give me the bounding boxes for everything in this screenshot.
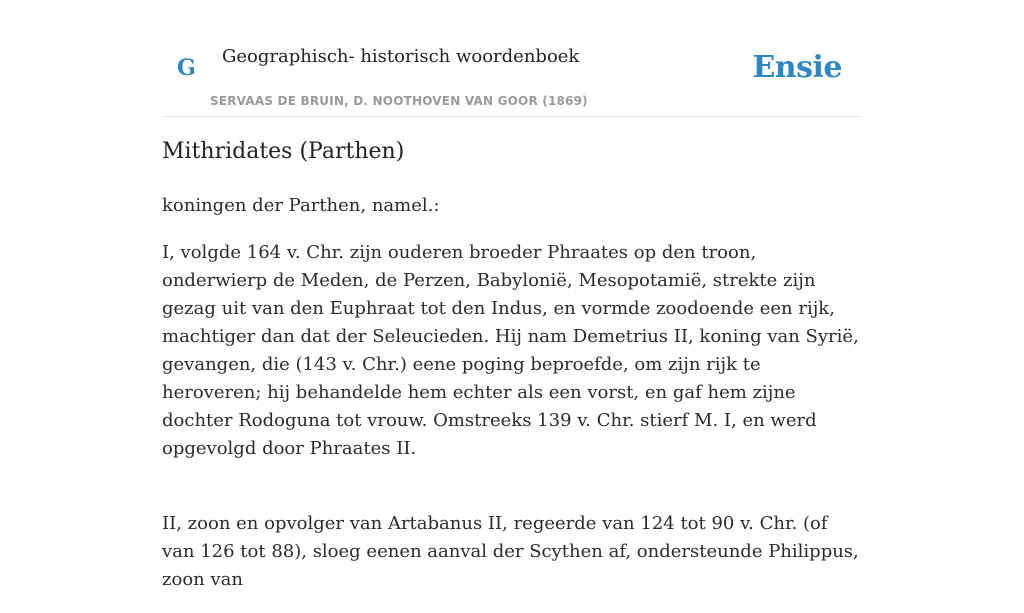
header [162, 0, 862, 117]
entry-paragraph-1: I, volgde 164 v. Chr. zijn ouderen broeder Phraates op den troon, onderwierp de Meden, de Perzen, Babylonië, Mesopotamië, strekte zijn gezag uit van den Euphraat tot den Indus, en vormde zoodoende een rijk, machtiger dan dat der Seleucieden. Hij nam Demetrius II, koning van Syrië, gevangen, die (143 v. Chr.) eene poging beproefde, om zijn rijk te heroveren; hij behandelde hem echter als een vorst, en gaf hem zijne dochter Rodoguna tot vrouw. Omstreeks 139 v. Chr. stierf M. I, en werd opgevolgd door Phraates II. [162, 242, 859, 459]
page-container [162, 0, 862, 590]
entry-title: Mithridates (Parthen) [162, 139, 405, 164]
entry-body [162, 192, 862, 613]
paragraph-spacer [162, 482, 862, 510]
entry-paragraph-2: II, zoon en opvolger van Artabanus II, regeerde van 124 tot 90 v. Chr. (of van 126 tot 88), sloeg eenen aanval der Scythen af, ondersteunde Philippus, zoon van [162, 513, 859, 590]
book-author: SERVAAS DE BRUIN, D. NOOTHOVEN VAN GOOR (1869) [210, 94, 588, 108]
ensie-logo-link[interactable]: Ensie [752, 50, 842, 85]
dictionary-logo-link[interactable]: G [177, 55, 196, 81]
entry-intro: koningen der Parthen, namel.: [162, 195, 440, 216]
book-title-link[interactable]: Geographisch- historisch woordenboek [222, 46, 580, 67]
